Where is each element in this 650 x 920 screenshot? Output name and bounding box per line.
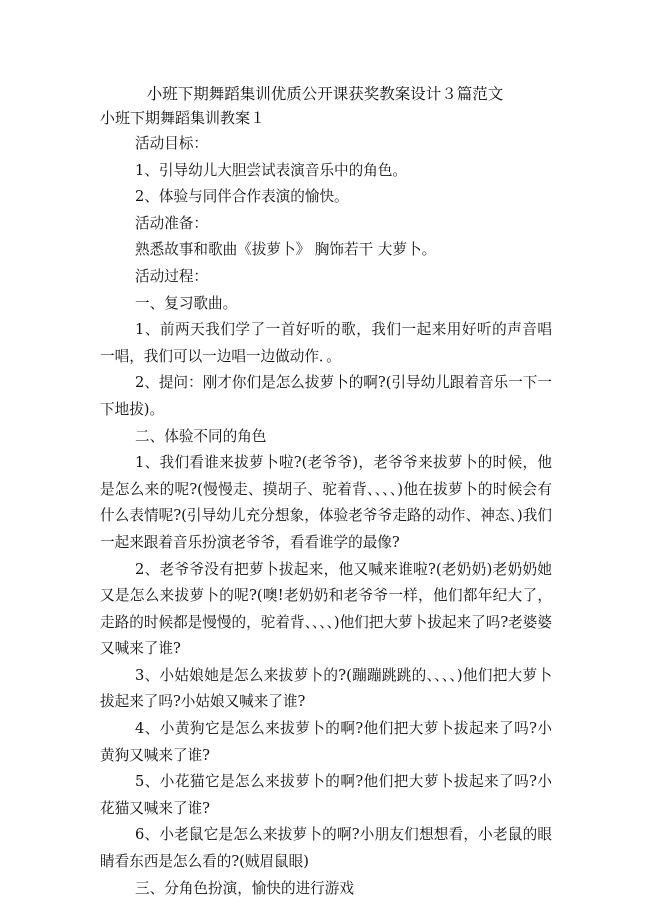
paragraph: 熟悉故事和歌曲《拔萝卜》 胸饰若干 大萝卜。 [135,241,437,259]
document-body [100,131,552,902]
paragraph: 1、引导幼儿大胆尝试表演音乐中的角色。 [135,161,408,179]
paragraph: 5、小花猫它是怎么来拔萝卜的啊?他们把大萝卜拔起来了吗?小花猫又喊来了谁? [100,773,552,817]
paragraph: 2、提问：刚才你们是怎么拔萝卜的啊?(引导幼儿跟着音乐一下一下地拔)。 [100,374,552,418]
section-subtitle: 小班下期舞蹈集训教案１ [100,109,266,127]
paragraph: 1、我们看谁来拔萝卜啦?(老爷爷)，老爷爷来拔萝卜的时候，他是怎么来的呢?(慢慢走、摸胡子、驼着背、、、、)他在拔萝卜的时候会有什么表情呢?(引导幼儿充分想象，体验老爷爷走路的动作、神态、)我们一起来跟着音乐扮演老爷爷，看看谁学的最像? [100,454,552,551]
paragraph: 活动准备： [135,214,209,232]
paragraph: 活动目标： [135,135,209,152]
paragraph: 2、体验与同伴合作表演的愉快。 [135,188,349,206]
paragraph: 2、老爷爷没有把萝卜拔起来，他又喊来谁啦?(老奶奶)老奶奶她又是怎么来拔萝卜的呢?(噢!老奶奶和老爷爷一样，他们都年纪大了，走路的时候都是慢慢的，驼着背、、、、)他们把大萝卜拔起来了吗?老婆婆又喊来了谁? [100,560,552,658]
paragraph: 4、小黄狗它是怎么来拔萝卜的啊?他们把大萝卜拔起来了吗?小黄狗又喊来了谁? [100,720,552,764]
paragraph: 1、前两天我们学了一首好听的歌，我们一起来用好听的声音唱一唱，我们可以一边唱一边做动作．。 [100,321,552,365]
page-title: 小班下期舞蹈集训优质公开课获奖教案设计３篇范文 [146,85,504,103]
paragraph: 一、复习歌曲。 [135,294,238,312]
paragraph: 三、分角色扮演，愉快的进行游戏 [135,879,354,897]
paragraph: 6、小老鼠它是怎么来拔萝卜的啊?小朋友们想想看，小老鼠的眼睛看东西是怎么看的?(贼眉鼠眼) [100,826,552,871]
paragraph: 活动过程： [135,267,209,285]
paragraph: 3、小姑娘她是怎么来拔萝卜的?(蹦蹦跳跳的、、、、)他们把大萝卜拔起来了吗?小姑娘又喊来了谁? [100,666,552,711]
paragraph: 二、体验不同的角色 [135,427,267,445]
